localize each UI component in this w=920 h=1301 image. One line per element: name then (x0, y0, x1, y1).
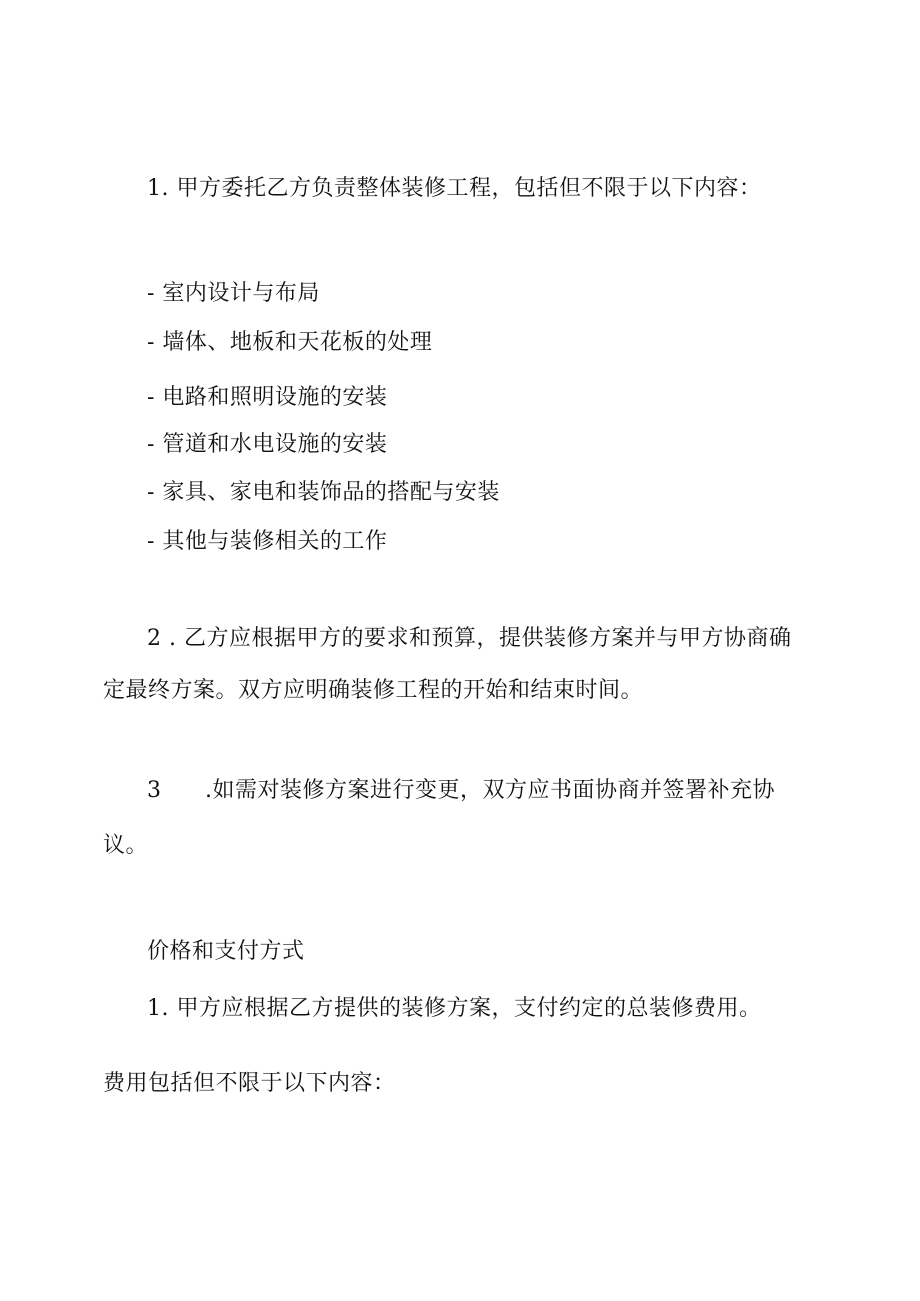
list-item-walls-floors: - 墙体、地板和天花板的处理 (147, 330, 433, 355)
list-item-electrical: - 电路和照明设施的安装 (147, 385, 388, 410)
clause-2-line-2: 定最终方案。双方应明确装修工程的开始和结束时间。 (103, 678, 644, 703)
payment-clause-1: 1. 甲方应根据乙方提供的装修方案，支付约定的总装修费用。 (147, 996, 762, 1021)
clause-3-line-2: 议。 (103, 833, 149, 858)
list-item-interior-design: - 室内设计与布局 (147, 281, 320, 306)
list-item-other-work: - 其他与装修相关的工作 (147, 529, 388, 554)
section-heading-price-payment: 价格和支付方式 (147, 939, 305, 964)
clause-2-line-1: 2 . 乙方应根据甲方的要求和预算，提供装修方案并与甲方协商确 (147, 626, 792, 651)
clause-3-number: 3 (147, 778, 162, 803)
list-item-plumbing: - 管道和水电设施的安装 (147, 432, 388, 457)
clause-3-line-1: .如需对装修方案进行变更，双方应书面协商并签署补充协 (205, 778, 775, 803)
clause-1-text: 1. 甲方委托乙方负责整体装修工程，包括但不限于以下内容： (147, 176, 762, 201)
payment-clause-1-continued: 费用包括但不限于以下内容： (103, 1071, 396, 1096)
list-item-furniture: - 家具、家电和装饰品的搭配与安装 (147, 480, 500, 505)
